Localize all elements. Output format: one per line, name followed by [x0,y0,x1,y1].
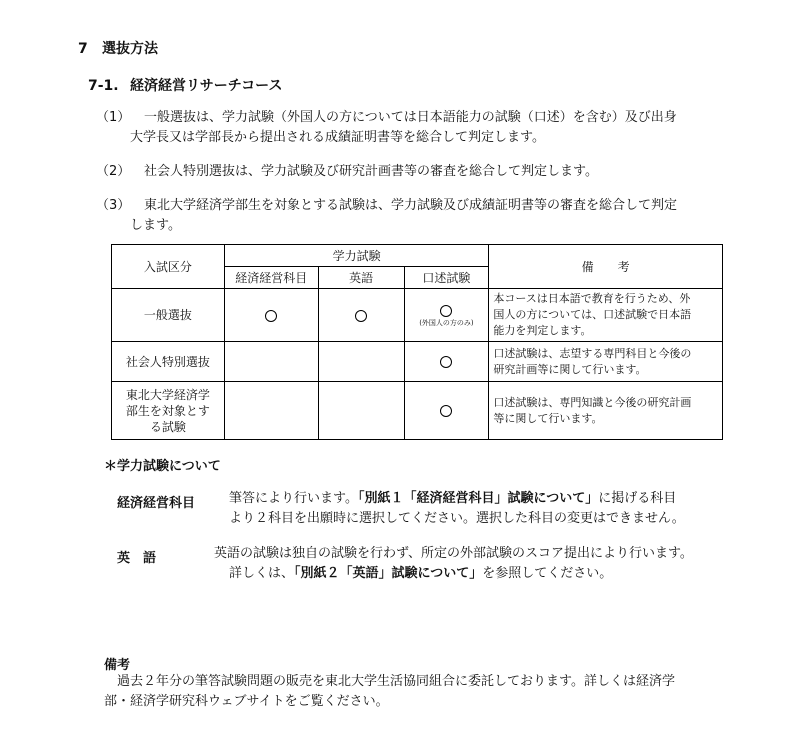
subsection-title [88,75,282,95]
note-line: 本コースは日本語で教育を行うため、外 [493,292,691,305]
header-notes: 備 考 [489,245,723,289]
text-span: 筆答により行います。 [229,491,358,506]
item-text-line1: 社会人特別選抜は、学力試験及び研究計画書等の審査を総合して判定します。 [144,164,598,179]
note-line: 口述試験は、志望する専門科目と今後の [493,346,692,360]
text-span: に掲げる科目 [598,491,677,506]
item-mark: （1） [96,110,131,125]
row-category: 社会人特別選抜 [112,342,225,382]
english-line1: 英語の試験は独自の試験を行わず、所定の外部試験のスコア提出により行います。 [214,546,693,561]
cell-oral [404,382,489,440]
header-econ-subject: 経済経営科目 [224,267,318,289]
category-line: 部生を対象とす [125,403,210,418]
table-row [112,342,723,382]
category-line: る試験 [149,419,186,434]
note-line: 等に関して行います。 [493,411,603,425]
subsection-number: 7-1. [88,78,119,94]
row-notes [489,382,723,440]
note-line: 研究計画等に関して行います。 [493,362,647,376]
note-line: 国人の方については、口述試験で日本語 [493,308,692,321]
row-category: 一般選抜 [112,289,225,342]
remarks-title: 備考 [104,658,131,673]
english-label: 英 語 [117,551,157,566]
category-line: 東北大学経済学 [125,387,210,402]
header-category: 入試区分 [112,245,225,289]
appendix-1-link: 「別紙１「経済経営科目」試験について」 [357,491,599,506]
section-number: 7 [78,41,88,57]
oral-note: (外国人の方のみ) [419,318,474,327]
cell-econ [224,382,318,440]
selection-criteria-table [111,244,723,440]
section-title-text: 選抜方法 [102,41,158,57]
econ-subject-line2: より２科目を出願時に選択してください。選択した科目の変更はできません。 [229,511,685,526]
header-english: 英語 [318,267,404,289]
cell-econ [224,342,318,382]
circle-mark-icon [440,405,452,417]
cell-econ [224,289,318,342]
circle-mark-icon [440,305,452,317]
table-row [112,289,723,342]
academic-exam-heading: ＊学力試験について [104,459,221,474]
circle-mark-icon [265,310,277,322]
item-text-line1: 東北大学経済学部生を対象とする試験は、学力試験及び成績証明書等の審査を総合して判定 [144,198,678,213]
row-category [112,382,225,440]
remarks-line1: 過去２年分の筆答試験問題の販売を東北大学生活協同組合に委託しております。詳しくは経済学 [117,674,675,689]
text-span: を参照してください。 [482,566,613,581]
text-span: 詳しくは、 [229,566,295,581]
row-notes [489,289,723,342]
econ-subject-label: 経済経営科目 [117,496,196,511]
cell-oral [404,289,489,342]
appendix-2-link: 「別紙２「英語」試験について」 [294,566,483,581]
item-mark: （3） [96,198,131,213]
row-notes [489,342,723,382]
cell-english [318,382,404,440]
note-line: 能力を判定します。 [493,324,592,337]
circle-mark-icon [355,310,367,322]
remarks-line2: 部・経済学研究科ウェブサイトをご覧ください。 [104,694,389,709]
cell-english [318,289,404,342]
cell-oral [404,342,489,382]
item-text-line1: 一般選抜は、学力試験（外国人の方については日本語能力の試験（口述）を含む）及び出身 [144,110,677,125]
econ-subject-line1 [229,489,676,509]
item-mark: （2） [96,164,131,179]
table-header-row [112,245,723,267]
item-text-line2: 大学長又は学部長から提出される成績証明書等を総合して判定します。 [130,130,545,145]
note-line: 口述試験は、専門知識と今後の研究計画 [493,395,692,409]
cell-english [318,342,404,382]
header-oral-exam: 口述試験 [404,267,489,289]
header-academic-exam: 学力試験 [224,245,489,267]
table-row [112,382,723,440]
circle-mark-icon [440,356,452,368]
english-line2 [229,564,612,584]
item-text-line2: します。 [130,218,181,233]
subsection-title-text: 経済経営リサーチコース [130,78,283,94]
section-title [78,38,158,58]
